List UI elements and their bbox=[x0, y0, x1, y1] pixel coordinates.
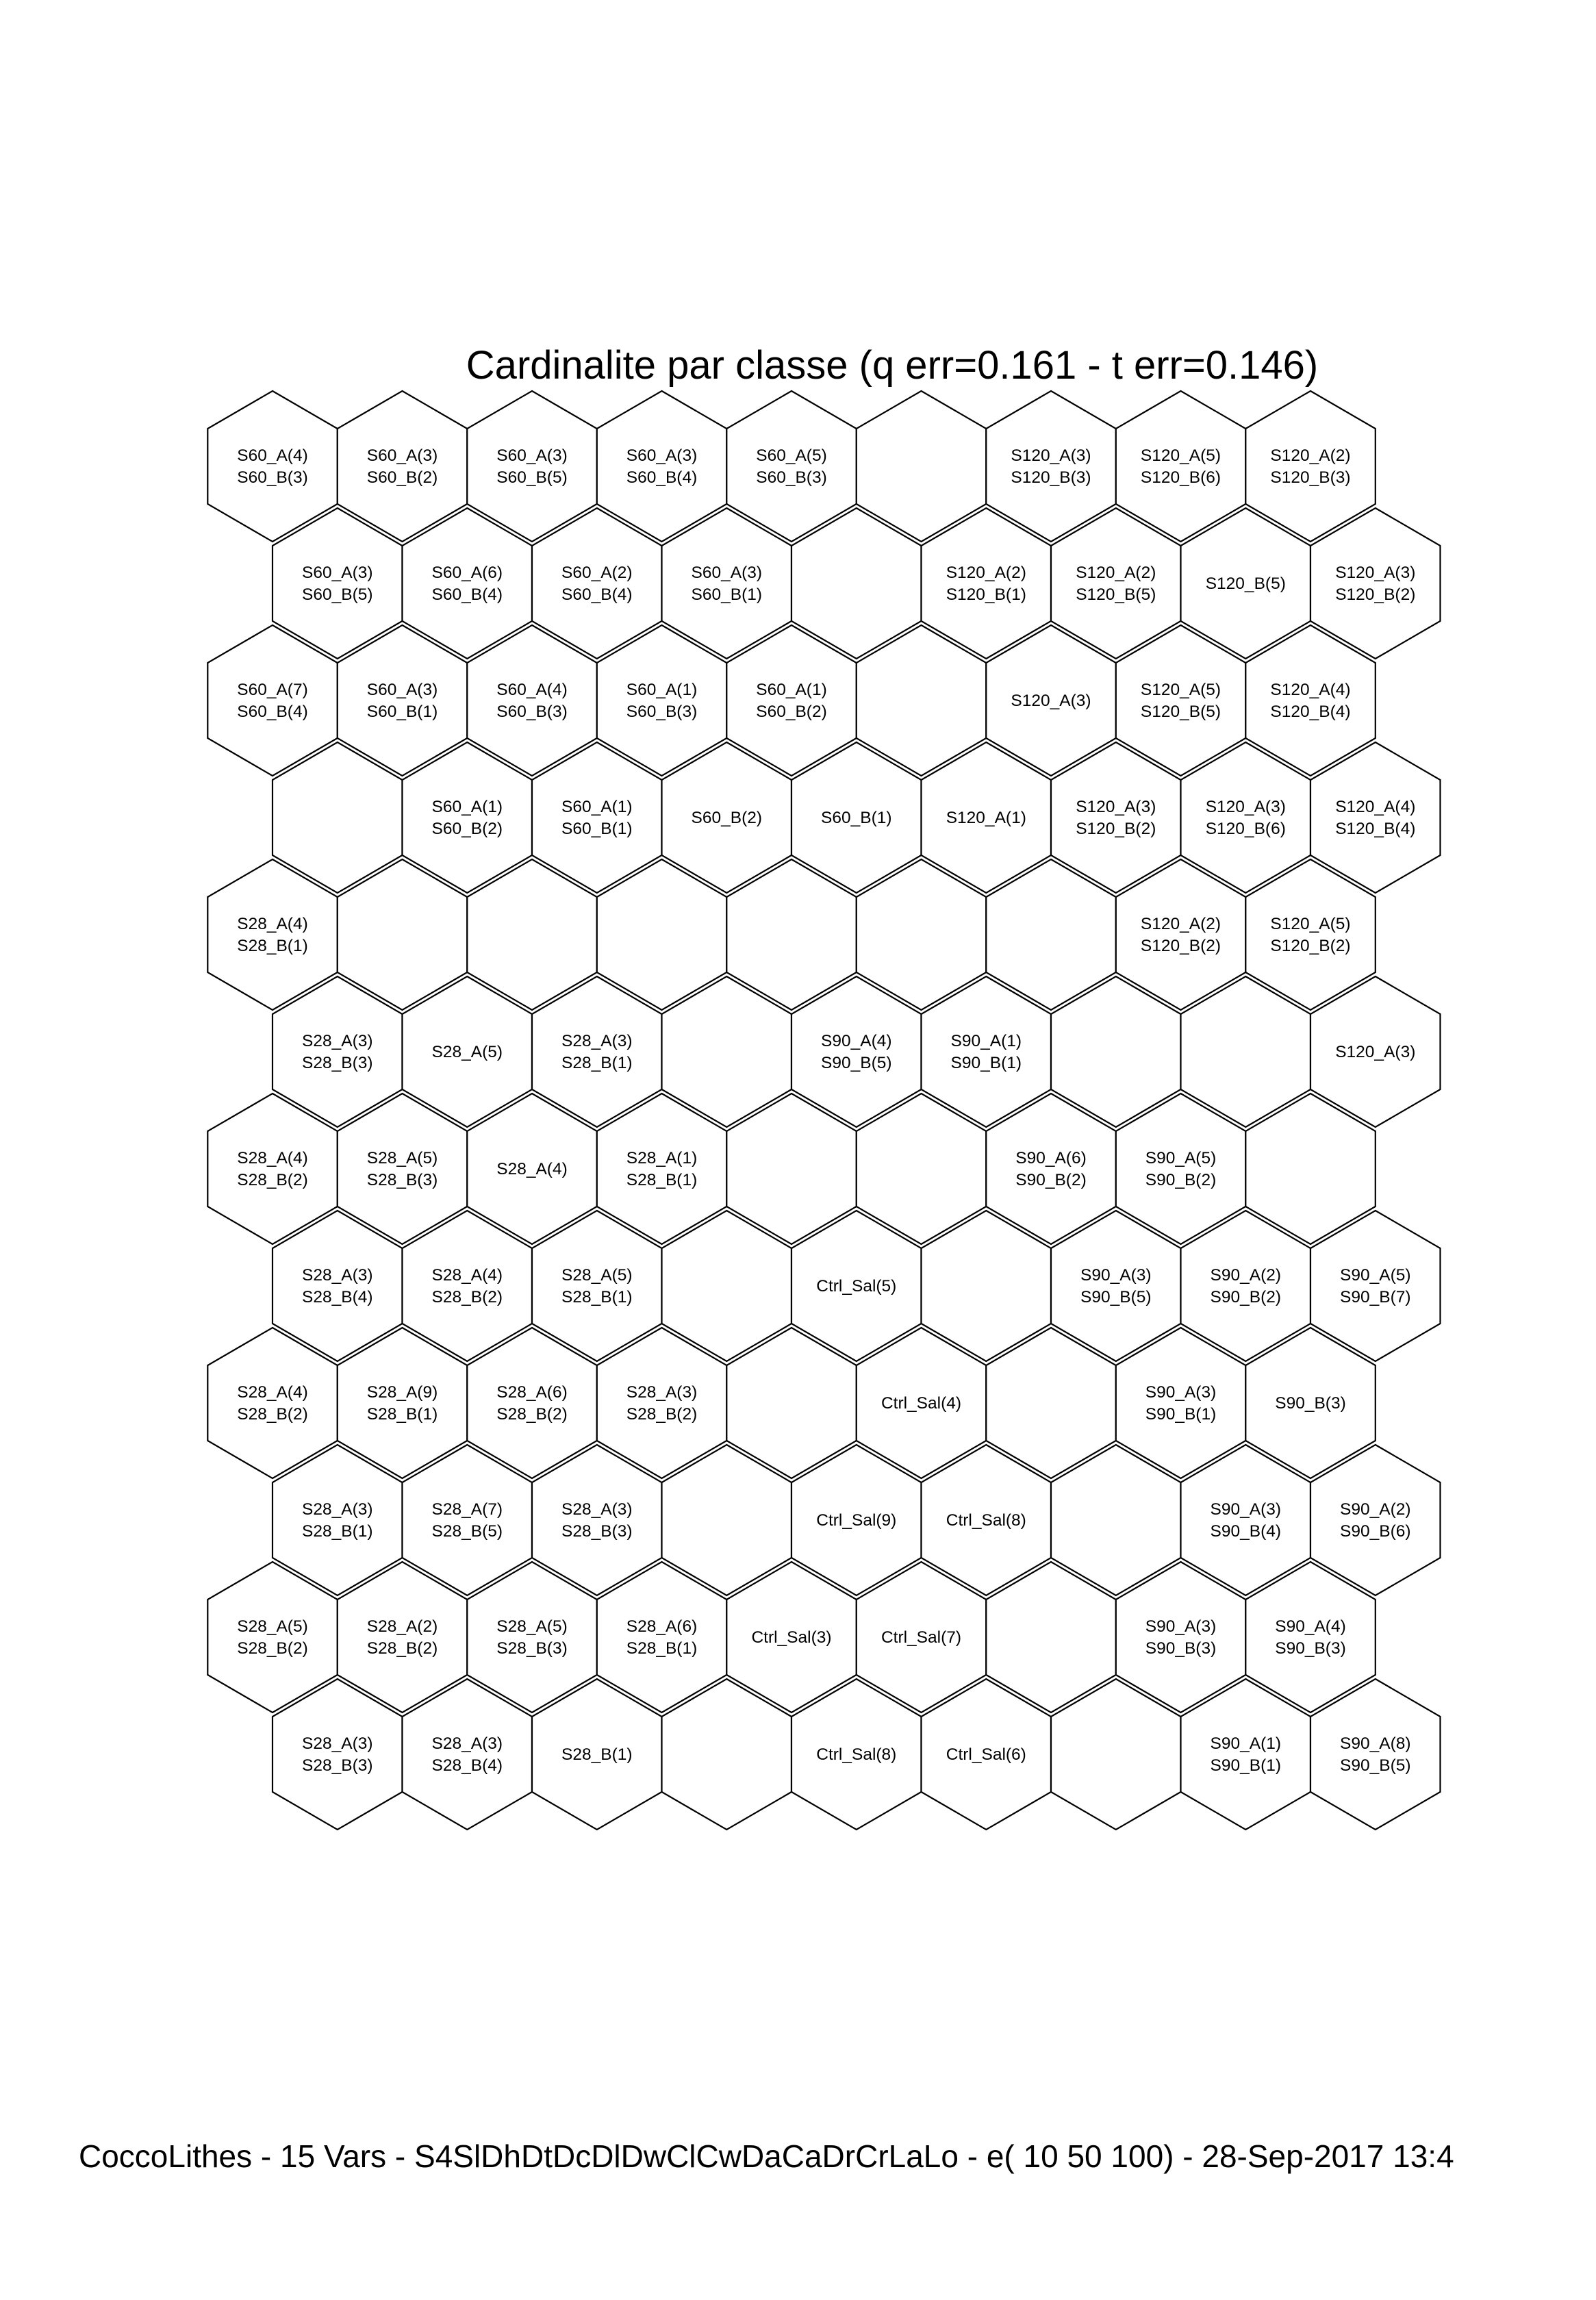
hex-cell-label: S60_B(4) bbox=[431, 585, 503, 604]
hex-cell-label: S90_A(3) bbox=[1210, 1500, 1282, 1519]
hex-cell-label: S60_A(1) bbox=[626, 681, 698, 699]
hex-cell-label: S90_A(8) bbox=[1340, 1734, 1411, 1753]
hex-cell-label: S60_A(1) bbox=[561, 798, 633, 816]
hex-cell-label: S28_B(3) bbox=[302, 1756, 373, 1775]
hex-cell-label: S120_A(3) bbox=[1076, 798, 1156, 816]
hex-cell-label: S120_A(2) bbox=[946, 564, 1026, 582]
hex-cell-label: S60_B(3) bbox=[626, 703, 698, 721]
hex-cell-label: S120_B(4) bbox=[1335, 820, 1416, 838]
hex-cell-label: S28_B(2) bbox=[237, 1639, 308, 1658]
hex-cell-label: S28_A(5) bbox=[496, 1617, 568, 1636]
hex-cell-label: S28_B(4) bbox=[302, 1288, 373, 1306]
hex-cell-label: S90_B(3) bbox=[1145, 1639, 1217, 1658]
hex-cell-label: S90_A(4) bbox=[1275, 1617, 1346, 1636]
hex-cell-label: S90_A(2) bbox=[1340, 1500, 1411, 1519]
hex-cell-label: S90_A(1) bbox=[1210, 1734, 1282, 1753]
hex-cell-label: S28_A(5) bbox=[561, 1266, 633, 1285]
hex-cell-label: S28_A(4) bbox=[496, 1160, 568, 1178]
hex-cell-label: S90_B(2) bbox=[1145, 1171, 1217, 1189]
hex-cell-label: S90_A(5) bbox=[1340, 1266, 1411, 1285]
hex-cell-label: S28_B(1) bbox=[626, 1171, 698, 1189]
hex-cell-label: S28_B(1) bbox=[561, 1054, 633, 1072]
hex-cell-label: S28_A(3) bbox=[626, 1383, 698, 1402]
hex-cell-label: S60_A(3) bbox=[302, 564, 373, 582]
hex-cell-label: S90_B(5) bbox=[821, 1054, 892, 1072]
hex-cell-label: S28_A(7) bbox=[431, 1500, 503, 1519]
hex-cell-label: S28_B(2) bbox=[366, 1639, 438, 1658]
hex-cell-label: S120_A(3) bbox=[1011, 692, 1091, 710]
hex-cell-label: S60_B(3) bbox=[496, 703, 568, 721]
hex-cell-label: S60_B(3) bbox=[237, 468, 308, 487]
hex-cell-label: S90_A(3) bbox=[1145, 1617, 1217, 1636]
hex-cell-label: S120_A(3) bbox=[1205, 798, 1286, 816]
hex-cell-label: Ctrl_Sal(8) bbox=[816, 1745, 897, 1764]
hex-cell-label: S28_B(2) bbox=[237, 1171, 308, 1189]
hex-cell-label: S60_A(4) bbox=[237, 446, 308, 465]
hex-cell-label: S90_B(3) bbox=[1275, 1394, 1346, 1413]
hex-cell-label: S60_A(7) bbox=[237, 681, 308, 699]
hex-cell-label: S120_B(5) bbox=[1140, 703, 1221, 721]
hex-cell-label: S60_B(4) bbox=[237, 703, 308, 721]
hex-cell-label: S28_B(3) bbox=[302, 1054, 373, 1072]
hex-cell-label: S28_B(1) bbox=[626, 1639, 698, 1658]
hex-cell-label: S60_A(3) bbox=[366, 681, 438, 699]
hex-cell-label: S90_B(2) bbox=[1015, 1171, 1087, 1189]
hex-cell-label: S28_A(3) bbox=[431, 1734, 503, 1753]
hex-cell-label: S28_B(1) bbox=[302, 1522, 373, 1541]
hex-cell-label: S60_B(1) bbox=[821, 809, 892, 827]
hex-cell-label: S120_A(3) bbox=[1335, 564, 1416, 582]
hex-cell-label: S60_B(1) bbox=[561, 820, 633, 838]
hex-cell-label: S90_B(7) bbox=[1340, 1288, 1411, 1306]
hex-cell-label: S60_B(1) bbox=[691, 585, 763, 604]
hex-cell-label: S120_B(6) bbox=[1205, 820, 1286, 838]
hex-cell-label: S120_B(1) bbox=[946, 585, 1026, 604]
hex-cell-label: S120_A(5) bbox=[1140, 446, 1221, 465]
hex-cell-label: S120_A(3) bbox=[1335, 1043, 1416, 1061]
hex-cell-label: S60_B(1) bbox=[366, 703, 438, 721]
hex-grid bbox=[207, 391, 1440, 1830]
hex-cell-label: S28_B(3) bbox=[496, 1639, 568, 1658]
hex-cell-label: S60_B(2) bbox=[431, 820, 503, 838]
hex-cell-label: S120_B(5) bbox=[1205, 574, 1286, 593]
hex-cell-label: S60_B(2) bbox=[366, 468, 438, 487]
hex-cell-label: S28_B(2) bbox=[237, 1405, 308, 1424]
hex-cell-label: S120_A(1) bbox=[946, 809, 1026, 827]
hex-cell-label: S120_A(4) bbox=[1335, 798, 1416, 816]
hex-cell-label: S120_B(2) bbox=[1076, 820, 1156, 838]
hex-cell-label: S60_B(2) bbox=[756, 703, 827, 721]
hex-cell-label: S28_A(1) bbox=[626, 1149, 698, 1167]
hex-cell-label: S90_A(2) bbox=[1210, 1266, 1282, 1285]
hex-cell-label: S120_B(4) bbox=[1270, 703, 1351, 721]
hex-cell-label: S90_B(4) bbox=[1210, 1522, 1282, 1541]
hex-cell-label: S120_A(5) bbox=[1270, 915, 1351, 933]
hex-cell-label: S28_A(6) bbox=[496, 1383, 568, 1402]
hex-cell-label: S90_A(1) bbox=[950, 1032, 1022, 1050]
hex-cell-label: S90_A(5) bbox=[1145, 1149, 1217, 1167]
hex-cell-label: S28_A(3) bbox=[302, 1266, 373, 1285]
hex-cell-label: S60_A(1) bbox=[431, 798, 503, 816]
hex-cell-label: S60_B(4) bbox=[561, 585, 633, 604]
hex-cell-label: S120_B(5) bbox=[1076, 585, 1156, 604]
hex-cell-label: S90_B(3) bbox=[1275, 1639, 1346, 1658]
hex-cell-label: S60_B(4) bbox=[626, 468, 698, 487]
hex-cell-label: S28_A(4) bbox=[431, 1266, 503, 1285]
hex-cell-label: Ctrl_Sal(9) bbox=[816, 1511, 897, 1530]
hex-cell-label: S60_A(3) bbox=[626, 446, 698, 465]
hex-cell-label: S120_B(2) bbox=[1335, 585, 1416, 604]
hex-cell-label: S120_A(2) bbox=[1140, 915, 1221, 933]
hex-cell-label: S90_B(1) bbox=[1145, 1405, 1217, 1424]
hex-cell-label: S90_A(3) bbox=[1080, 1266, 1152, 1285]
hex-cell-label: S90_A(6) bbox=[1015, 1149, 1087, 1167]
footer-caption: CoccoLithes - 15 Vars - S4SlDhDtDcDlDwClCwDaCaDrCrLaLo - e( 10 50 100) - 28-Sep-2017 13:4 bbox=[79, 2138, 1454, 2174]
hex-cell-label: S28_A(6) bbox=[626, 1617, 698, 1636]
hex-cell-label: S90_B(5) bbox=[1080, 1288, 1152, 1306]
hex-cell-label: S28_A(4) bbox=[237, 915, 308, 933]
hex-cell-label: S90_B(1) bbox=[950, 1054, 1022, 1072]
hex-cell-label: S60_A(6) bbox=[431, 564, 503, 582]
hex-cell-label: S60_B(3) bbox=[756, 468, 827, 487]
hex-cell-label: Ctrl_Sal(5) bbox=[816, 1277, 897, 1296]
hex-cell-label: S28_A(5) bbox=[431, 1043, 503, 1061]
hex-cell-label: S28_B(1) bbox=[237, 937, 308, 955]
hex-cell-label: S120_A(4) bbox=[1270, 681, 1351, 699]
hex-cell-label: S28_A(3) bbox=[561, 1500, 633, 1519]
hex-cell-label: S28_B(3) bbox=[561, 1522, 633, 1541]
hex-cell-label: S28_B(2) bbox=[626, 1405, 698, 1424]
hex-cell-label: S28_A(5) bbox=[366, 1149, 438, 1167]
hex-cell-label: S28_A(3) bbox=[561, 1032, 633, 1050]
hex-cell-label: S120_A(2) bbox=[1076, 564, 1156, 582]
hex-cell-label: S28_A(9) bbox=[366, 1383, 438, 1402]
hex-cell-label: S28_B(4) bbox=[431, 1756, 503, 1775]
chart-title: Cardinalite par classe (q err=0.161 - t err=0.146) bbox=[466, 343, 1319, 388]
hex-cell-label: S90_B(5) bbox=[1340, 1756, 1411, 1775]
hex-cell-label: S28_B(1) bbox=[561, 1745, 633, 1764]
hex-cell-label: S120_B(3) bbox=[1011, 468, 1091, 487]
hex-cell-label: S120_A(5) bbox=[1140, 681, 1221, 699]
hex-cell-label: S28_B(1) bbox=[561, 1288, 633, 1306]
hex-cell-label: S28_A(5) bbox=[237, 1617, 308, 1636]
hex-cell-label: S28_B(2) bbox=[496, 1405, 568, 1424]
hex-cell-label: S28_A(4) bbox=[237, 1383, 308, 1402]
hex-cell-label: S60_B(5) bbox=[302, 585, 373, 604]
hex-cell-label: Ctrl_Sal(3) bbox=[751, 1628, 832, 1647]
hex-cell-label: S90_B(1) bbox=[1210, 1756, 1282, 1775]
hex-cell-label: S60_A(2) bbox=[561, 564, 633, 582]
hex-cell-label: S60_A(1) bbox=[756, 681, 827, 699]
hex-cell-label: Ctrl_Sal(6) bbox=[946, 1745, 1026, 1764]
hex-cell-label: Ctrl_Sal(8) bbox=[946, 1511, 1026, 1530]
hex-cell-label: S90_A(4) bbox=[821, 1032, 892, 1050]
hex-cell-label: S28_B(1) bbox=[366, 1405, 438, 1424]
hex-cell-label: S90_A(3) bbox=[1145, 1383, 1217, 1402]
hex-cell-label: S28_A(4) bbox=[237, 1149, 308, 1167]
hex-cell-label: Ctrl_Sal(7) bbox=[881, 1628, 962, 1647]
hex-cell-label: S28_B(5) bbox=[431, 1522, 503, 1541]
hex-cell-label: S28_A(3) bbox=[302, 1734, 373, 1753]
hex-cell-label: S120_A(3) bbox=[1011, 446, 1091, 465]
hex-cell-label: S28_A(2) bbox=[366, 1617, 438, 1636]
hex-cell-label: S60_A(3) bbox=[366, 446, 438, 465]
hex-cell-label: S90_B(2) bbox=[1210, 1288, 1282, 1306]
hex-cell-label: Ctrl_Sal(4) bbox=[881, 1394, 962, 1413]
hex-cell-label: S28_B(2) bbox=[431, 1288, 503, 1306]
hex-cell-label: S60_B(2) bbox=[691, 809, 763, 827]
hex-cell-label: S60_A(3) bbox=[691, 564, 763, 582]
hex-cell-label: S28_A(3) bbox=[302, 1032, 373, 1050]
hex-cell-label: S60_A(4) bbox=[496, 681, 568, 699]
hex-cell-label: S120_A(2) bbox=[1270, 446, 1351, 465]
hex-cell-label: S28_A(3) bbox=[302, 1500, 373, 1519]
hex-cell-label: S120_B(3) bbox=[1270, 468, 1351, 487]
hex-cell-label: S60_B(5) bbox=[496, 468, 568, 487]
hex-cell-label: S60_A(5) bbox=[756, 446, 827, 465]
hex-cell-label: S60_A(3) bbox=[496, 446, 568, 465]
hex-cell-label: S28_B(3) bbox=[366, 1171, 438, 1189]
hex-cell-label: S90_B(6) bbox=[1340, 1522, 1411, 1541]
hex-cell-label: S120_B(2) bbox=[1270, 937, 1351, 955]
hex-cell-label: S120_B(2) bbox=[1140, 937, 1221, 955]
hex-cell-label: S120_B(6) bbox=[1140, 468, 1221, 487]
